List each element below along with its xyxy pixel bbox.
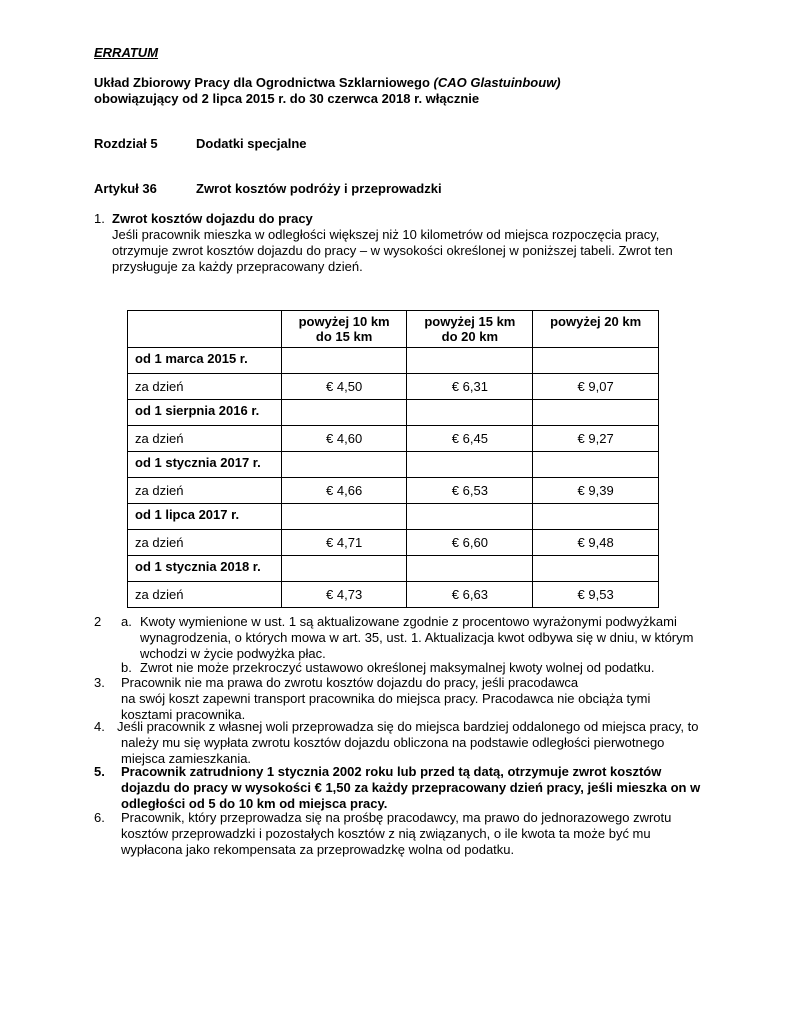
empty-cell	[407, 348, 533, 374]
table-row-date	[128, 556, 659, 582]
empty-cell	[533, 452, 659, 478]
rate-label: za dzień	[128, 374, 282, 400]
period-date: od 1 lipca 2017 r.	[128, 504, 282, 530]
item3-line: Pracownik nie ma prawa do zwrotu kosztów dojazdu do pracy, jeśli pracodawca	[121, 675, 579, 690]
empty-cell	[281, 556, 407, 582]
agreement-validity: obowiązujący od 2 lipca 2015 r. do 30 czerwca 2018 r. włącznie	[94, 91, 480, 106]
rate-15-20km: € 6,45	[407, 426, 533, 452]
empty-cell	[407, 556, 533, 582]
item6-line: Pracownik, który przeprowadza się na prośbę pracodawcy, ma prawo do jednorazowego zwrotu	[121, 810, 672, 825]
table-row-rate	[128, 582, 659, 608]
item5-line: odległości od 5 do 10 km od miejsca pracy.	[121, 796, 388, 811]
article-title: Zwrot kosztów podróży i przeprowadzki	[196, 181, 442, 196]
table-row-rate	[128, 530, 659, 556]
empty-cell	[407, 504, 533, 530]
rate-over-20km: € 9,07	[533, 374, 659, 400]
table-header-15-20km	[407, 311, 533, 348]
item2a-line: wynagrodzenia, o których mowa w art. 35, ust. 1. Aktualizacja kwot odbywa się w dniu, w którym	[140, 630, 694, 645]
section1-heading: Zwrot kosztów dojazdu do pracy	[112, 211, 313, 226]
erratum-title: ERRATUM	[94, 45, 159, 60]
item6-line: kosztów przeprowadzki i pozostałych kosztów z nią związanych, o ile kwota ta może być mu	[121, 826, 651, 841]
rate-label: za dzień	[128, 582, 282, 608]
empty-cell	[407, 452, 533, 478]
empty-cell	[533, 504, 659, 530]
chapter-label: Rozdział 5	[94, 136, 158, 151]
rate-15-20km: € 6,63	[407, 582, 533, 608]
item2b-label: b.	[121, 660, 132, 675]
item4-number: 4.	[94, 719, 105, 734]
item5-line: dojazdu do pracy w wysokości € 1,50 za każdy przepracowany dzień pracy, jeśli mieszka on w	[121, 780, 701, 795]
period-date: od 1 stycznia 2017 r.	[128, 452, 282, 478]
item6-line: wypłacona jako rekompensata za przeprowadzkę wolna od podatku.	[121, 842, 515, 857]
rate-over-20km: € 9,39	[533, 478, 659, 504]
rate-over-20km: € 9,53	[533, 582, 659, 608]
rate-15-20km: € 6,60	[407, 530, 533, 556]
table-row-rate	[128, 374, 659, 400]
item4-line: Jeśli pracownik z własnej woli przeprowadza się do miejsca bardziej oddalonego od miejsca pracy, to	[117, 719, 699, 734]
empty-cell	[281, 348, 407, 374]
item5-number: 5.	[94, 764, 105, 779]
item3-line: kosztami pracownika.	[121, 707, 246, 722]
item4-line: miejsca zamieszkania.	[121, 751, 252, 766]
header-line: do 20 km	[441, 329, 499, 344]
empty-cell	[407, 400, 533, 426]
item2a-label: a.	[121, 614, 132, 629]
agreement-title	[94, 75, 561, 91]
item6-number: 6.	[94, 810, 105, 825]
item2a-line: Kwoty wymienione w ust. 1 są aktualizowane zgodnie z procentowo wyrażonymi podwyżkami	[140, 614, 677, 629]
agreement-title-dutch: (CAO Glastuinbouw)	[433, 75, 561, 90]
empty-cell	[533, 348, 659, 374]
rate-10-15km: € 4,73	[281, 582, 407, 608]
rate-label: za dzień	[128, 530, 282, 556]
table-header-row	[128, 311, 659, 348]
table-header-over-20km	[533, 311, 659, 348]
article-label: Artykuł 36	[94, 181, 157, 196]
rate-10-15km: € 4,60	[281, 426, 407, 452]
section1-number: 1.	[94, 211, 105, 226]
header-line: powyżej 15 km	[424, 314, 516, 329]
period-date: od 1 stycznia 2018 r.	[128, 556, 282, 582]
empty-cell	[281, 400, 407, 426]
item2b-line: Zwrot nie może przekroczyć ustawowo określonej maksymalnej kwoty wolnej od podatku.	[140, 660, 655, 675]
section1-line: przysługuje za każdy przepracowany dzień.	[112, 259, 363, 274]
rate-over-20km: € 9,27	[533, 426, 659, 452]
item2-number: 2	[94, 614, 102, 629]
item2a-line: wchodzi w życie podwyżka płac.	[140, 646, 326, 661]
item3-number: 3.	[94, 675, 105, 690]
rate-15-20km: € 6,53	[407, 478, 533, 504]
section1-line: otrzymuje zwrot kosztów dojazdu do pracy – w wysokości określonej w poniższej tabeli. Zwrot ten	[112, 243, 673, 258]
rate-10-15km: € 4,71	[281, 530, 407, 556]
empty-cell	[281, 452, 407, 478]
rate-label: za dzień	[128, 426, 282, 452]
header-line: powyżej 20 km	[550, 314, 642, 329]
travel-rates-table	[127, 310, 659, 608]
table-row-date	[128, 400, 659, 426]
table-header-empty	[128, 311, 282, 348]
section1-line: Jeśli pracownik mieszka w odległości większej niż 10 kilometrów od miejsca rozpoczęcia pracy,	[112, 227, 660, 242]
empty-cell	[281, 504, 407, 530]
rate-label: za dzień	[128, 478, 282, 504]
item4-line: należy mu się wypłata zwrotu kosztów dojazdu obliczona na podstawie odległości pierwotnego	[121, 735, 665, 750]
table-row-date	[128, 348, 659, 374]
header-line: powyżej 10 km	[298, 314, 390, 329]
table-row-date	[128, 452, 659, 478]
table-row-rate	[128, 426, 659, 452]
chapter-title: Dodatki specjalne	[196, 136, 307, 151]
table-row-rate	[128, 478, 659, 504]
empty-cell	[533, 400, 659, 426]
rate-over-20km: € 9,48	[533, 530, 659, 556]
agreement-title-main: Układ Zbiorowy Pracy dla Ogrodnictwa Szklarniowego	[94, 75, 434, 90]
header-line: do 15 km	[315, 329, 373, 344]
table-header-10-15km	[281, 311, 407, 348]
period-date: od 1 marca 2015 r.	[128, 348, 282, 374]
rate-10-15km: € 4,50	[281, 374, 407, 400]
item5-line: Pracownik zatrudniony 1 stycznia 2002 roku lub przed tą datą, otrzymuje zwrot kosztów	[121, 764, 662, 779]
rate-15-20km: € 6,31	[407, 374, 533, 400]
table-row-date	[128, 504, 659, 530]
period-date: od 1 sierpnia 2016 r.	[128, 400, 282, 426]
empty-cell	[533, 556, 659, 582]
rate-10-15km: € 4,66	[281, 478, 407, 504]
item3-line: na swój koszt zapewni transport pracownika do miejsca pracy. Pracodawca nie obciąża tymi	[121, 691, 651, 706]
